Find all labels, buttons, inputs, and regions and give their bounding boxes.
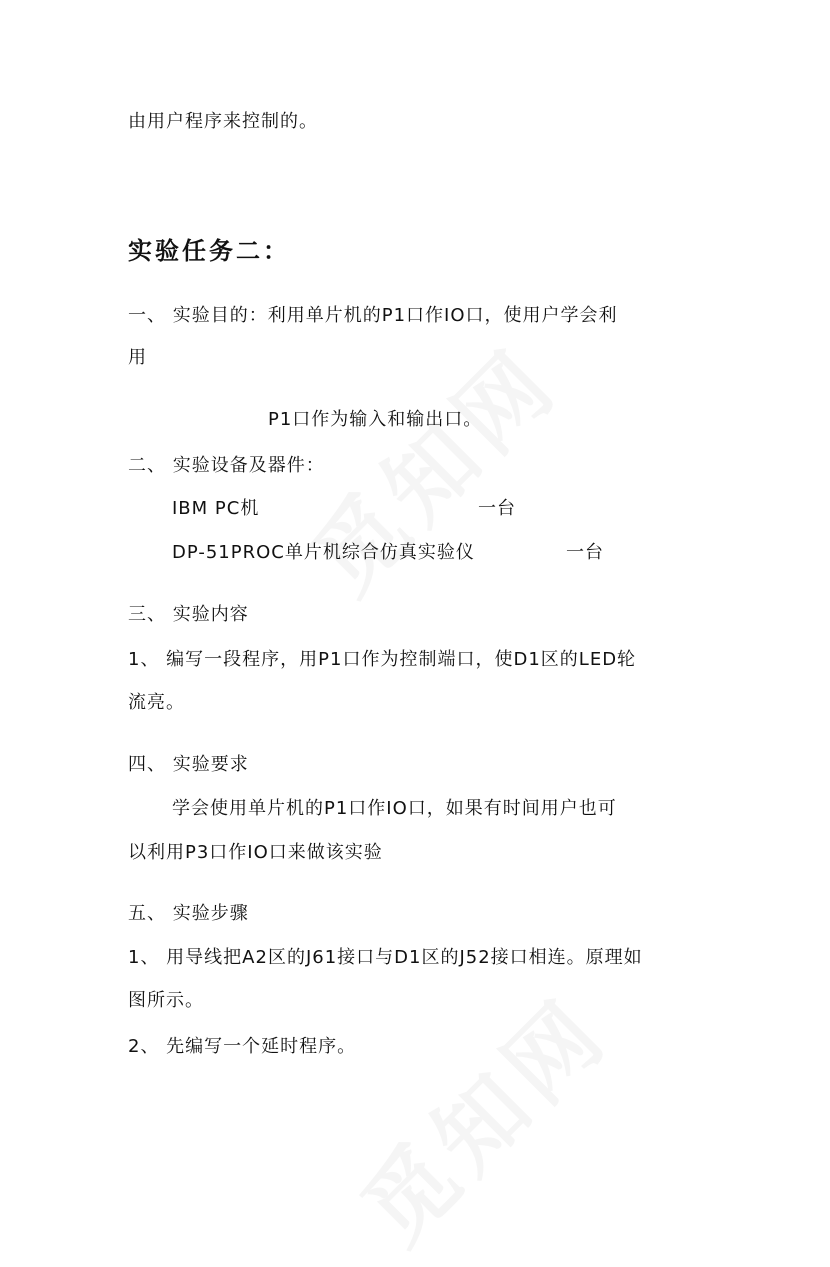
equipment-2-quantity: 一台 [566, 542, 604, 563]
equipment-2-name: DP-51PROC单片机综合仿真实验仪 [172, 542, 475, 563]
section-4-title: 四、 实验要求 [128, 754, 249, 775]
section-5-item-1: 1、 用导线把A2区的J61接口与D1区的J52接口相连。原理如 [128, 947, 643, 968]
section-1-title: 一、 实验目的：利用单片机的P1口作IO口，使用户学会利 [128, 305, 618, 326]
equipment-1-name: IBM PC机 [172, 498, 260, 519]
equipment-1-quantity: 一台 [478, 498, 516, 519]
section-4-paragraph-line-2: 以利用P3口作IO口来做该实验 [128, 842, 383, 863]
watermark-bottom [328, 963, 632, 1267]
section-3-title: 三、 实验内容 [128, 604, 249, 625]
section-5-title: 五、 实验步骤 [128, 903, 249, 924]
section-3-item-1-continuation: 流亮。 [128, 692, 185, 713]
task-title: 实验任务二： [128, 237, 290, 265]
section-5-item-1-continuation: 图所示。 [128, 990, 204, 1011]
section-1-continuation-2: P1口作为输入和输出口。 [268, 409, 483, 430]
section-2-title: 二、 实验设备及器件： [128, 455, 325, 476]
section-4-paragraph-line-1: 学会使用单片机的P1口作IO口，如果有时间用户也可 [172, 798, 617, 819]
section-3-item-1: 1、 编写一段程序，用P1口作为控制端口，使D1区的LED轮 [128, 649, 637, 670]
section-5-item-2: 2、 先编写一个延时程序。 [128, 1036, 357, 1057]
section-1-continuation: 用 [128, 347, 147, 368]
intro-text: 由用户程序来控制的。 [128, 111, 318, 132]
